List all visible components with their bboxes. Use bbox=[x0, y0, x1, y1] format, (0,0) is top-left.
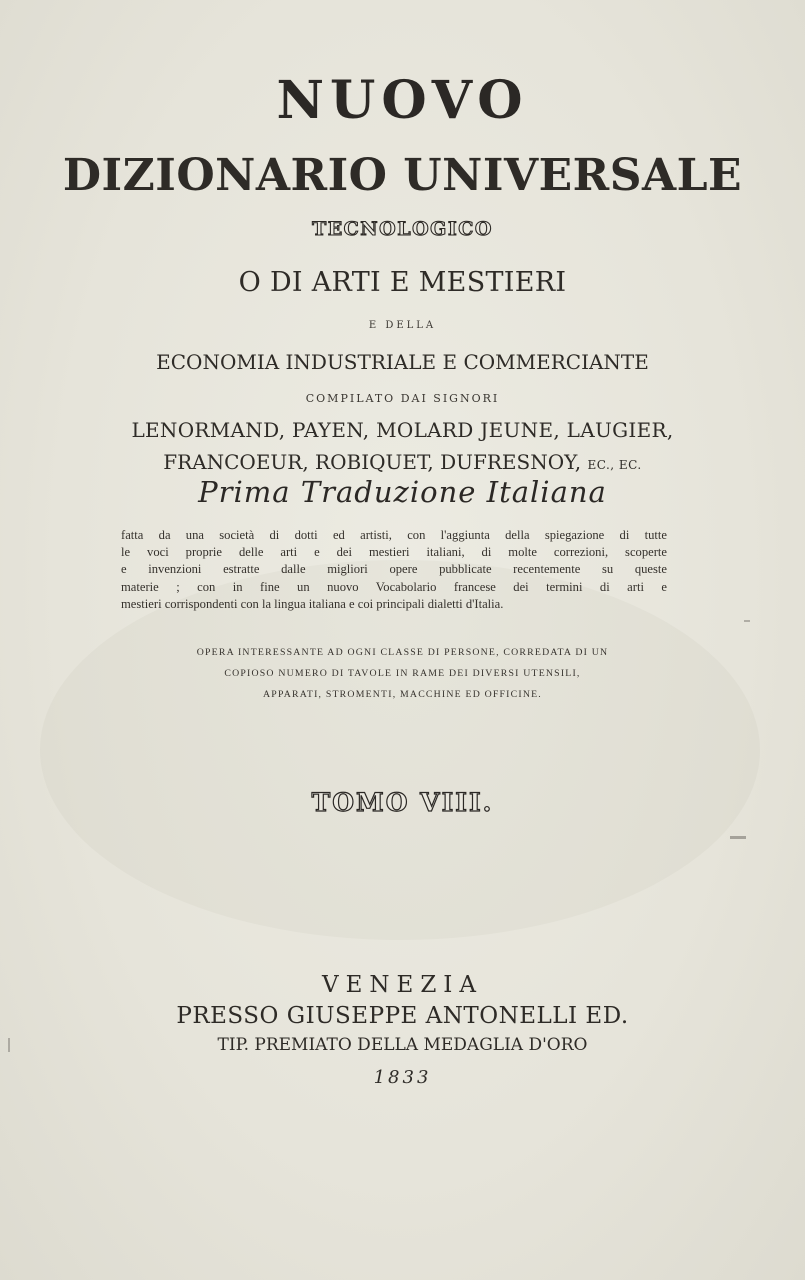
volume-number: TOMO VIII. bbox=[311, 788, 494, 817]
paper-speck bbox=[730, 836, 746, 839]
opera-block bbox=[115, 642, 690, 705]
paper-speck bbox=[744, 620, 750, 622]
subtitle-economia: ECONOMIA INDUSTRIALE E COMMERCIANTE bbox=[156, 350, 649, 374]
subtitle-arti-mestieri: O DI ARTI E MESTIERI bbox=[238, 267, 567, 298]
subtitle-della: E DELLA bbox=[368, 320, 437, 331]
title-dizionario: DIZIONARIO UNIVERSALE bbox=[62, 150, 743, 201]
description-line: fatta da una società di dotti ed artisti, con l'aggiunta della spiegazione di tutte bbox=[121, 528, 667, 542]
opera-line: APPARATI, STROMENTI, MACCHINE ED OFFICINE. bbox=[263, 689, 542, 700]
translation-heading: Prima Traduzione Italiana bbox=[198, 475, 607, 509]
description-line: materie ; con in fine un nuovo Vocabolario francese dei termini di arti e bbox=[121, 579, 667, 594]
paper-speck bbox=[8, 1038, 10, 1052]
title-nuovo: NUOVO bbox=[276, 70, 529, 131]
description-line: le voci proprie delle arti e dei mestieri italiani, di molte correzioni, scoperte bbox=[121, 545, 667, 560]
compiled-by: COMPILATO DAI SIGNORI bbox=[305, 392, 500, 405]
authors-line-2-names: FRANCOEUR, ROBIQUET, DUFRESNOY, bbox=[163, 450, 582, 474]
description-paragraph bbox=[121, 527, 667, 613]
imprint-printer: TIP. PREMIATO DELLA MEDAGLIA D'ORO bbox=[217, 1035, 588, 1055]
description-line: mestieri corrispondenti con la lingua italiana e coi principali dialetti d'Italia. bbox=[121, 596, 504, 611]
imprint-publisher: PRESSO GIUSEPPE ANTONELLI ED. bbox=[176, 1003, 629, 1029]
imprint-year: 1833 bbox=[373, 1067, 432, 1088]
authors-etc: EC., EC. bbox=[587, 458, 642, 472]
opera-line: COPIOSO NUMERO DI TAVOLE IN RAME DEI DIVERSI UTENSILI, bbox=[224, 668, 581, 679]
show-through-stain bbox=[40, 560, 760, 940]
opera-line: OPERA INTERESSANTE AD OGNI CLASSE DI PERSONE, CORREDATA DI UN bbox=[196, 647, 609, 658]
imprint-city: VENEZIA bbox=[322, 972, 483, 998]
title-tecnologico: TECNOLOGICO bbox=[312, 218, 493, 240]
authors-line-2 bbox=[0, 450, 805, 474]
description-line: e invenzioni estratte dalle migliori opere pubblicate recentemente su queste bbox=[121, 562, 667, 577]
authors-line-1: LENORMAND, PAYEN, MOLARD JEUNE, LAUGIER, bbox=[131, 418, 674, 442]
